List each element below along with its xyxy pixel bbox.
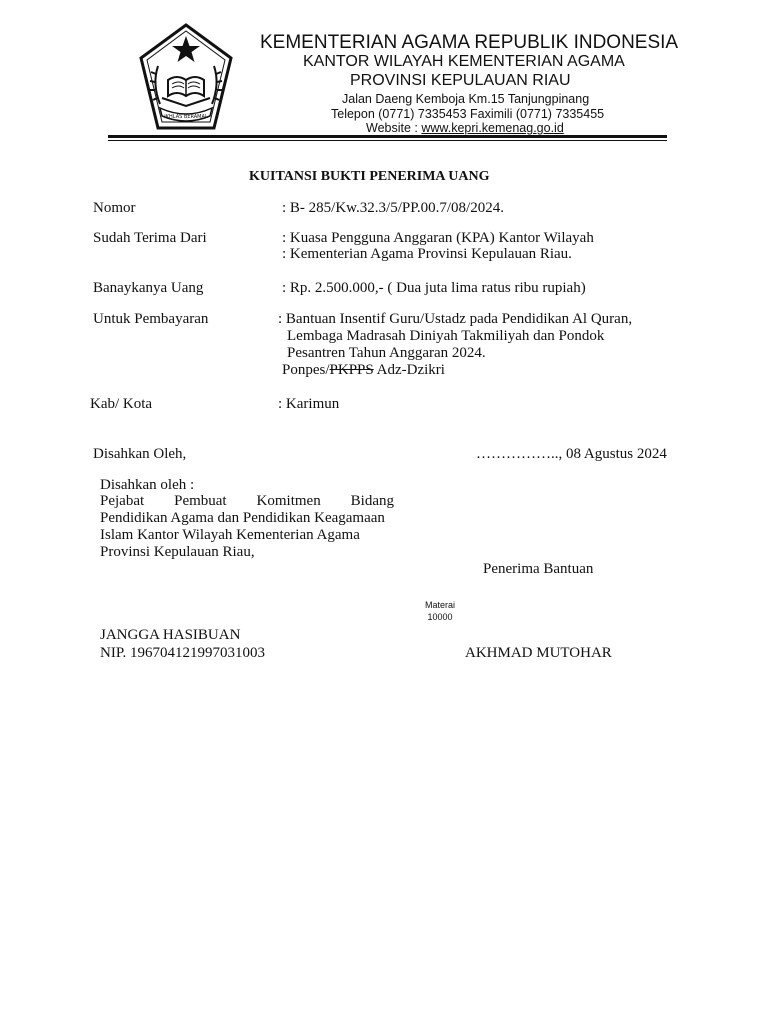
letterhead-rule-thin (108, 140, 667, 141)
svg-text:IKHLAS BERAMAL: IKHLAS BERAMAL (164, 114, 208, 120)
letterhead-address: Jalan Daeng Kemboja Km.15 Tanjungpinang (342, 92, 590, 106)
official-title-line-2: Pendidikan Agama dan Pendidikan Keagamaan (100, 510, 385, 526)
kab-kota-value: : Karimun (278, 396, 340, 412)
ponpes-name: Adz-Dzikri (373, 362, 445, 378)
official-nip: NIP. 196704121997031003 (100, 645, 266, 661)
materai-label: Materai (424, 600, 455, 610)
untuk-pembayaran-value-1: : Bantuan Insentif Guru/Ustadz pada Pendidikan Al Quran, (278, 311, 633, 327)
website-link[interactable]: www.kepri.kemenag.go.id (421, 121, 564, 135)
untuk-pembayaran-label: Untuk Pembayaran (93, 311, 209, 327)
official-title-line-4: Provinsi Kepulauan Riau, (100, 544, 255, 560)
receiver-label: Penerima Bantuan (483, 561, 594, 577)
banyaknya-uang-value: : Rp. 2.500.000,- ( Dua juta lima ratus ribu rupiah) (282, 280, 586, 296)
document-title: KUITANSI BUKTI PENERIMA UANG (249, 169, 490, 184)
materai-stamp (420, 599, 460, 623)
ponpes-prefix: Ponpes/ (282, 362, 330, 378)
receiver-name: AKHMAD MUTOHAR (465, 645, 612, 661)
nomor-value: : B- 285/Kw.32.3/5/PP.00.7/08/2024. (282, 200, 504, 216)
pkpps-struck: PKPPS (329, 362, 374, 378)
official-name: JANGGA HASIBUAN (100, 627, 241, 643)
letterhead-rule-thick (108, 135, 667, 138)
disahkan-oleh-heading: Disahkan oleh : (100, 477, 195, 493)
sudah-terima-value-2: : Kementerian Agama Provinsi Kepulauan Riau. (282, 246, 572, 262)
official-title-line-1: Pejabat Pembuat Komitmen Bidang (100, 493, 394, 509)
sudah-terima-label: Sudah Terima Dari (93, 230, 207, 246)
disahkan-oleh-label: Disahkan Oleh, (93, 446, 187, 462)
sudah-terima-value-1: : Kuasa Pengguna Anggaran (KPA) Kantor Wilayah (282, 230, 594, 246)
banyaknya-uang-label: Banaykanya Uang (93, 280, 204, 296)
ministry-logo (138, 22, 234, 134)
official-title-line-3: Islam Kantor Wilayah Kementerian Agama (100, 527, 360, 543)
letterhead-ministry: KEMENTERIAN AGAMA REPUBLIK INDONESIA (260, 32, 679, 53)
letterhead-phone: Telepon (0771) 7335453 Faximili (0771) 7335455 (331, 107, 605, 121)
signing-date: …………….., 08 Agustus 2024 (476, 446, 667, 462)
official-title-block (100, 493, 394, 561)
nomor-label: Nomor (93, 200, 136, 216)
kab-kota-label: Kab/ Kota (90, 396, 153, 412)
letterhead-office: KANTOR WILAYAH KEMENTERIAN AGAMA (303, 53, 625, 70)
untuk-pembayaran-value-3: Pesantren Tahun Anggaran 2024. (287, 345, 486, 361)
letterhead-province: PROVINSI KEPULAUAN RIAU (350, 72, 571, 89)
materai-value: 10000 (427, 612, 453, 622)
website-label: Website : (366, 121, 422, 135)
untuk-pembayaran-value-4 (282, 362, 445, 379)
letterhead-website (366, 121, 564, 135)
untuk-pembayaran-value-2: Lembaga Madrasah Diniyah Takmiliyah dan Pondok (287, 328, 605, 344)
